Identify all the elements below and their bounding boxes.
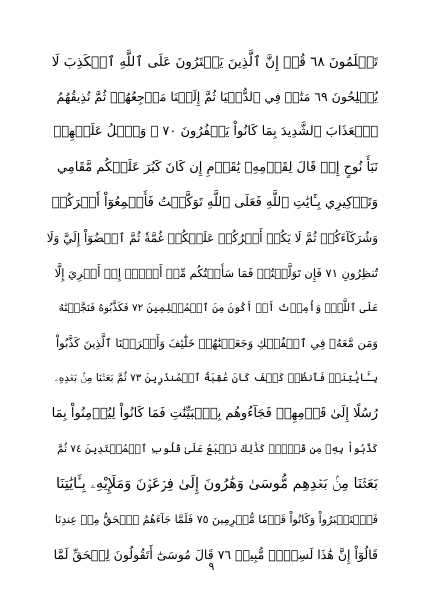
text-line-14: فَٱسۡتَكۡبَرُواْ وَكَانُواْ قَوۡمٗا مُّجۡرِمِينَ ٧٥ فَلَمَّا جَآءَهُمُ ٱلۡحَقُّ مِنۡ عِندِنَا bbox=[54, 512, 378, 526]
text-line-12: كَذَّبُواْ بِهِۦ مِن قَبۡلُۚ كَذَٰلِكَ نَطۡبَعُ عَلَىٰ قُلُوبِ ٱلۡمُعۡتَدِينَ ٧٤ ثُمَّ bbox=[57, 442, 378, 455]
text-line-3: ٱلۡعَذَابَ ٱلشَّدِيدَ بِمَا كَانُواْ يَكۡفُرُونَ ٧٠ ۞ وَٱتۡلُ عَلَيۡهِمۡ bbox=[53, 124, 378, 140]
text-line-1: تَعۡلَمُونَ ٦٨ قُلۡ إِنَّ ٱلَّذِينَ يَفۡتَرُونَ عَلَى ٱللَّهِ ٱلۡكَذِبَ لَا bbox=[51, 53, 378, 70]
text-line-7: تُنظِرُونِ ٧١ فَإِن تَوَلَّيۡتُمۡ فَمَا سَأَلۡتُكُم مِّنۡ أَجۡرٍۖ إِنۡ أَجۡرِيَ إِلَّا bbox=[54, 265, 378, 280]
text-line-15: قَالُوٓاْ إِنَّ هَٰذَا لَسِحۡرٞ مُّبِينٞ ٧٦ قَالَ مُوسَىٰٓ أَتَقُولُونَ لِلۡحَقِّ لَمَّا bbox=[53, 546, 378, 562]
text-line-13: بَعَثۡنَا مِنۢ بَعۡدِهِم مُّوسَىٰ وَهَٰرُونَ إِلَىٰ فِرۡعَوۡنَ وَمَلَإِيْهِۦ بِـَٔايَٰتِنَا bbox=[55, 475, 378, 492]
quran-text-block bbox=[46, 44, 378, 572]
text-line-10: بِـَٔايَٰتِنَاۖ فَٱنظُرۡ كَيۡفَ كَانَ عَٰقِبَةُ ٱلۡمُنذَرِينَ ٧٣ ثُمَّ بَعَثۡنَا مِنۢ بَعۡدِهِۦ bbox=[54, 371, 378, 384]
text-line-5: وَتَذۡكِيرِي بِـَٔايَٰتِ ٱللَّهِ فَعَلَى ٱللَّهِ تَوَكَّلۡتُ فَأَجۡمِعُوٓاْ أَمۡرَكُمۡ bbox=[51, 194, 378, 210]
page-number: ٩ bbox=[208, 560, 215, 573]
text-line-11: رُسُلًا إِلَىٰ قَوۡمِهِمۡ فَجَآءُوهُم بِٱلۡبَيِّنَٰتِ فَمَا كَانُواْ لِيُؤۡمِنُواْ بِمَا bbox=[51, 405, 378, 421]
text-line-4: نَبَأَ نُوحٍ إِذۡ قَالَ لِقَوۡمِهِۦ يَٰقَوۡمِ إِن كَانَ كَبُرَ عَلَيۡكُم مَّقَامِي bbox=[56, 159, 378, 175]
text-line-9: وَمَن مَّعَهُۥ فِي ٱلۡفُلۡكِ وَجَعَلۡنَٰهُمۡ خَلَٰٓئِفَ وَأَغۡرَقۡنَا ٱلَّذِينَ كَذَّبُواْ bbox=[55, 336, 378, 351]
text-line-2: يُفۡلِحُونَ ٦٩ مَتَٰعٞ فِي ٱلدُّنۡيَا ثُمَّ إِلَيۡنَا مَرۡجِعُهُمۡ ثُمَّ نُذِيقُهُمُ bbox=[56, 89, 378, 105]
text-line-8: عَلَى ٱللَّهِۖ وَأُمِرۡتُ أَنۡ أَكُونَ مِنَ ٱلۡمُسۡلِمِينَ ٧٢ فَكَذَّبُوهُ فَنَجَّيۡنَٰهُ bbox=[58, 301, 378, 314]
text-line-6: وَشُرَكَآءَكُمۡ ثُمَّ لَا يَكُنۡ أَمۡرُكُمۡ عَلَيۡكُمۡ غُمَّةٗ ثُمَّ ٱقۡضُوٓاْ إِلَيَّ وَلَا bbox=[46, 230, 378, 245]
